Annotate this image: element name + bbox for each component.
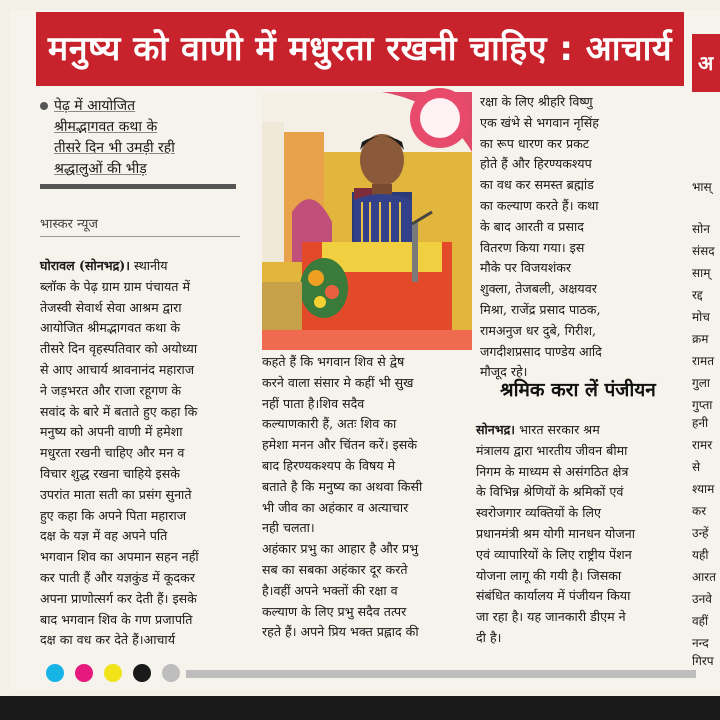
- text-line: जगदीशप्रसाद पाण्डेय आदि: [480, 343, 602, 359]
- byline: भास्कर न्यूज: [40, 214, 240, 237]
- text-line: मंत्रालय द्वारा भारतीय जीवन बीमा: [476, 442, 628, 458]
- adjacent-column-word: क्रम: [692, 332, 709, 346]
- text-line: कर पाती हैं और यज्ञकुंड में कूदकर: [40, 569, 195, 585]
- photo-bottom-edge: [0, 696, 720, 720]
- text-line: बाद हिरण्यकश्यप के विषय मे: [262, 457, 396, 473]
- text-line: वितरण किया गया। इस: [480, 239, 585, 255]
- article-photo: [262, 92, 472, 350]
- text-line: निगम के माध्यम से असंगठित क्षेत्र: [476, 463, 629, 479]
- adjacent-column-word: रामत: [692, 354, 715, 368]
- dateline: सोनभद्र।: [476, 422, 516, 437]
- text-line: के विभिन्न श्रेणियों के श्रमिकों एवं: [476, 484, 624, 500]
- registration-dot: [162, 664, 180, 682]
- article-column-2: [262, 352, 472, 643]
- text-line: शुक्ला, तेजबली, अक्षयवर: [480, 281, 597, 297]
- text-line: स्वरोजगार व्यक्तियों के लिए: [476, 505, 601, 521]
- text-line: सब का सबका अहंकार दूर करते: [262, 561, 408, 577]
- text-line: कल्याण के लिए प्रभु सदैव तत्पर: [262, 603, 407, 619]
- highlight-line: श्रीमद्भागवत कथा के: [54, 119, 158, 135]
- text-line: तीसरे दिन वृहस्पतिवार को अयोध्या: [40, 341, 198, 357]
- text-line: हमेशा मनन और चिंतन करें। इसके: [262, 437, 417, 453]
- adjacent-column-word: से: [692, 460, 701, 474]
- text-line: भारत सरकार श्रम: [515, 422, 600, 437]
- highlight-line: पेढ़ में आयोजित: [54, 98, 136, 114]
- text-line: बताते है कि मनुष्य का अथवा किसी: [262, 478, 423, 494]
- text-line: अपना प्राणोत्सर्ग कर देती हैं। इसके: [40, 590, 197, 606]
- registration-dot: [75, 664, 93, 682]
- adjacent-column-word: श्याम: [692, 482, 715, 496]
- article-column-1: [40, 256, 252, 651]
- text-line: होते हैं और हिरण्यकश्यप: [480, 156, 592, 172]
- text-line: के बाद आरती व प्रसाद: [480, 218, 584, 234]
- print-gray-bar: [186, 670, 696, 678]
- adjacent-column-word: नन्द: [692, 636, 709, 650]
- text-line: मधुरता रखनी चाहिए और मन व: [40, 445, 185, 461]
- text-line: हुए कहा कि अपने पिता महाराज: [40, 507, 187, 523]
- text-line: जा रहा है। यह जानकारी डीएम ने: [476, 609, 626, 625]
- text-line: है।वहीं अपने भक्तों की रक्षा व: [262, 582, 398, 598]
- adjacent-column-word: गुप्ता: [692, 398, 713, 412]
- text-line: दी है।: [476, 629, 502, 645]
- text-line: मनुष्य को अपनी वाणी में हमेशा: [40, 424, 183, 440]
- adjacent-column-word: रामर: [692, 438, 713, 452]
- text-line: रामअनुज धर दुबे, गिरीश,: [480, 322, 597, 338]
- text-line: दक्ष के यज्ञ में वह अपने पति: [40, 528, 168, 544]
- article-column-3: [480, 92, 676, 383]
- adjacent-column-word: सोन: [692, 222, 710, 236]
- text-line: कल्याणकारी हैं, अतः शिव का: [262, 416, 397, 432]
- speaker-at-podium-image: [262, 92, 472, 350]
- text-line: का कल्याण करते हैं। कथा: [480, 197, 599, 213]
- text-line: रक्षा के लिए श्रीहरि विष्णु: [480, 94, 593, 109]
- text-line: संबंधित कार्यालय में पंजीयन किया: [476, 588, 631, 604]
- adjacent-column-word: हनी: [692, 416, 709, 430]
- text-line: नही चलता।: [262, 520, 315, 536]
- text-line: अहंकार प्रभु का आहार है और प्रभु: [262, 541, 419, 557]
- registration-dot: [46, 664, 64, 682]
- text-line: बाद भगवान शिव के गण प्रजापति: [40, 611, 193, 627]
- adjacent-column-strip: [692, 12, 720, 668]
- text-line: भगवान शिव का अपमान सहन नहीं: [40, 549, 199, 565]
- text-line: दक्ष का वध कर देते हैं।आचार्य: [40, 632, 175, 648]
- text-line: ने जड़भरत और राजा रहूगण के: [40, 382, 182, 398]
- text-line: सवांद के बारे में बताते हुए कहा कि: [40, 403, 198, 419]
- text-line: कहते हैं कि भगवान शिव से द्वेष: [262, 354, 405, 369]
- story-highlights: [40, 96, 240, 180]
- dateline: घोरावल (सोनभद्र)।: [40, 258, 131, 273]
- text-line: का वध कर समस्त ब्रह्मांड: [480, 177, 594, 193]
- text-line: भी जीव का अहंकार व अत्याचार: [262, 499, 409, 515]
- registration-dot: [133, 664, 151, 682]
- highlight-line: श्रद्धालुओं की भीड़: [54, 161, 147, 177]
- text-line: मिश्रा, राजेंद्र प्रसाद पाठक,: [480, 301, 601, 317]
- text-line: उपरांत माता सती का प्रसंग सुनाते: [40, 486, 192, 502]
- adjacent-column-word: आरत: [692, 570, 717, 584]
- adjacent-column-word: उनवे: [692, 592, 712, 606]
- text-line: नहीं पाता है।शिव सदैव: [262, 395, 365, 411]
- text-line: मौके पर विजयशंकर: [480, 260, 572, 276]
- text-line: एवं व्यापारियों के लिए राष्ट्रीय पेंशन: [476, 546, 632, 562]
- text-line: ब्लॉक के पेढ़ ग्राम ग्राम पंचायत में: [40, 278, 190, 294]
- adjacent-column-word: गिरप: [692, 654, 714, 668]
- adjacent-column-word: रद्द: [692, 288, 703, 302]
- adjacent-column-word: संसद: [692, 244, 715, 258]
- secondary-article: [476, 420, 676, 649]
- text-line: स्थानीय: [130, 258, 168, 273]
- sub-headline: श्रमिक करा लें पंजीयन: [500, 379, 656, 401]
- highlight-divider: [40, 184, 236, 189]
- adjacent-column-word: साम्: [692, 266, 711, 280]
- text-line: से आए आचार्य श्रावनानंद महाराज: [40, 361, 195, 377]
- text-line: तेजस्वी सेवार्थ सेवा आश्रम द्वारा: [40, 299, 182, 315]
- adjacent-column-word: यही: [692, 548, 709, 562]
- text-line: प्रधानमंत्री श्रम योगी मानधन योजना: [476, 525, 635, 541]
- highlight-line: तीसरे दिन भी उमड़ी रही: [54, 140, 175, 156]
- adjacent-column-word: उन्हें: [692, 526, 709, 540]
- text-line: करने वाला संसार मे कहीं भी सुख: [262, 374, 414, 390]
- adjacent-column-word: गुला: [692, 376, 711, 390]
- headline: मनुष्य को वाणी में मधुरता रखनी चाहिए : आचार्य: [36, 12, 684, 86]
- adjacent-column-word: मोच: [692, 310, 710, 324]
- text-line: एक खंभे से भगवान नृसिंह: [480, 114, 599, 130]
- text-line: का रूप धारण कर प्रकट: [480, 135, 590, 151]
- adjacent-column-word: कर: [692, 504, 707, 518]
- text-line: विचार शुद्ध रखना चाहिये इसके: [40, 465, 180, 481]
- adjacent-column-word: वहीं: [692, 614, 709, 628]
- text-line: आयोजित श्रीमद्भागवत कथा के: [40, 320, 181, 336]
- text-line: मौजूद रहे।: [480, 364, 528, 380]
- registration-dot: [104, 664, 122, 682]
- adjacent-headline-badge: अ: [692, 34, 720, 92]
- text-line: रहते हैं। अपने प्रिय भक्त प्रह्लाद की: [262, 624, 419, 640]
- bullet-icon: [40, 102, 48, 110]
- adjacent-column-word: भास्: [692, 180, 712, 194]
- text-line: योजना लागू की गयी है। जिसका: [476, 567, 622, 583]
